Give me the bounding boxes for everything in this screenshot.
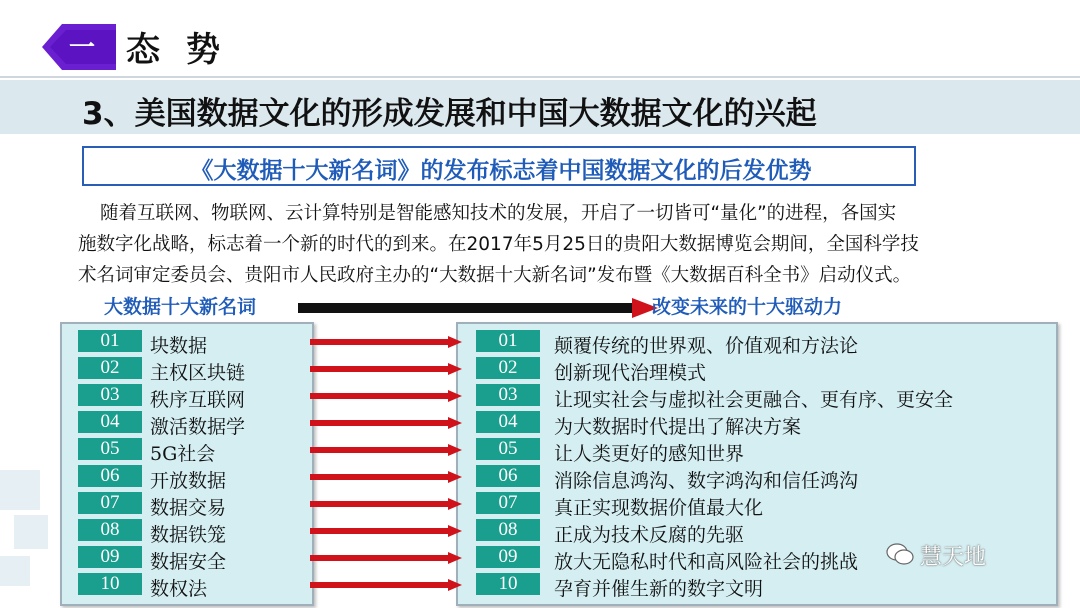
headline-text: 《大数据十大新名词》的发布标志着中国数据文化的后发优势 <box>190 158 812 184</box>
driver-text: 真正实现数据价值最大化 <box>554 497 764 519</box>
driver-number: 01 <box>476 330 540 352</box>
term-text: 秩序互联网 <box>150 389 246 411</box>
term-number: 02 <box>78 357 142 379</box>
driver-number: 04 <box>476 411 540 433</box>
term-number: 10 <box>78 573 142 595</box>
connector-arrow-icon <box>310 525 462 537</box>
term-text: 数据铁笼 <box>150 524 227 546</box>
wechat-icon <box>886 542 914 566</box>
term-number: 07 <box>78 492 142 514</box>
driver-text: 让人类更好的感知世界 <box>554 443 745 465</box>
term-number: 04 <box>78 411 142 433</box>
section-title: 态势 <box>126 30 246 70</box>
driver-number: 07 <box>476 492 540 514</box>
driver-number: 08 <box>476 519 540 541</box>
terms-label: 大数据十大新名词 <box>104 296 257 318</box>
driver-number: 10 <box>476 573 540 595</box>
drivers-label: 改变未来的十大驱动力 <box>652 296 843 318</box>
paragraph-line: 术名词审定委员会、贵阳市人民政府主办的“大数据十大新名词”发布暨《大数据百科全书》启动仪式。 <box>78 265 912 286</box>
driver-text: 让现实社会与虚拟社会更融合、更有序、更安全 <box>554 389 954 411</box>
term-number: 01 <box>78 330 142 352</box>
term-text: 5G社会 <box>150 443 216 465</box>
watermark-text: 慧天地 <box>920 545 987 570</box>
connector-arrow-icon <box>310 471 462 483</box>
term-text: 块数据 <box>150 335 208 357</box>
connector-arrow-icon <box>310 552 462 564</box>
driver-text: 颠覆传统的世界观、价值观和方法论 <box>554 335 859 357</box>
slide-subtitle: 3、美国数据文化的形成发展和中国大数据文化的兴起 <box>82 96 817 132</box>
driver-number: 03 <box>476 384 540 406</box>
connector-arrow-icon <box>310 336 462 348</box>
driver-text: 放大无隐私时代和高风险社会的挑战 <box>554 551 859 573</box>
term-number: 09 <box>78 546 142 568</box>
term-number: 03 <box>78 384 142 406</box>
driver-text: 消除信息鸿沟、数字鸿沟和信任鸿沟 <box>554 470 859 492</box>
driver-number: 06 <box>476 465 540 487</box>
driver-text: 正成为技术反腐的先驱 <box>554 524 745 546</box>
connector-arrow-icon <box>310 579 462 591</box>
driver-number: 09 <box>476 546 540 568</box>
driver-number: 02 <box>476 357 540 379</box>
driver-text: 为大数据时代提出了解决方案 <box>554 416 802 438</box>
term-text: 数据交易 <box>150 497 227 519</box>
connector-arrow-icon <box>310 363 462 375</box>
term-number: 08 <box>78 519 142 541</box>
term-number: 05 <box>78 438 142 460</box>
connector-arrow-icon <box>310 498 462 510</box>
driver-text: 孕育并催生新的数字文明 <box>554 578 764 600</box>
term-text: 数权法 <box>150 578 208 600</box>
term-text: 开放数据 <box>150 470 227 492</box>
connector-arrow-icon <box>310 390 462 402</box>
svg-text:一: 一 <box>68 33 96 63</box>
driver-number: 05 <box>476 438 540 460</box>
term-text: 激活数据学 <box>150 416 246 438</box>
paragraph-line: 随着互联网、物联网、云计算特别是智能感知技术的发展，开启了一切皆可“量化”的进程，各国实 <box>100 203 897 224</box>
term-text: 主权区块链 <box>150 362 246 384</box>
driver-text: 创新现代治理模式 <box>554 362 707 384</box>
term-number: 06 <box>78 465 142 487</box>
paragraph-line: 施数字化战略，标志着一个新的时代的到来。在2017年5月25日的贵阳大数据博览会期间，全国科学技 <box>78 234 919 255</box>
connector-arrow-icon <box>310 417 462 429</box>
term-text: 数据安全 <box>150 551 227 573</box>
connector-arrow-icon <box>310 444 462 456</box>
